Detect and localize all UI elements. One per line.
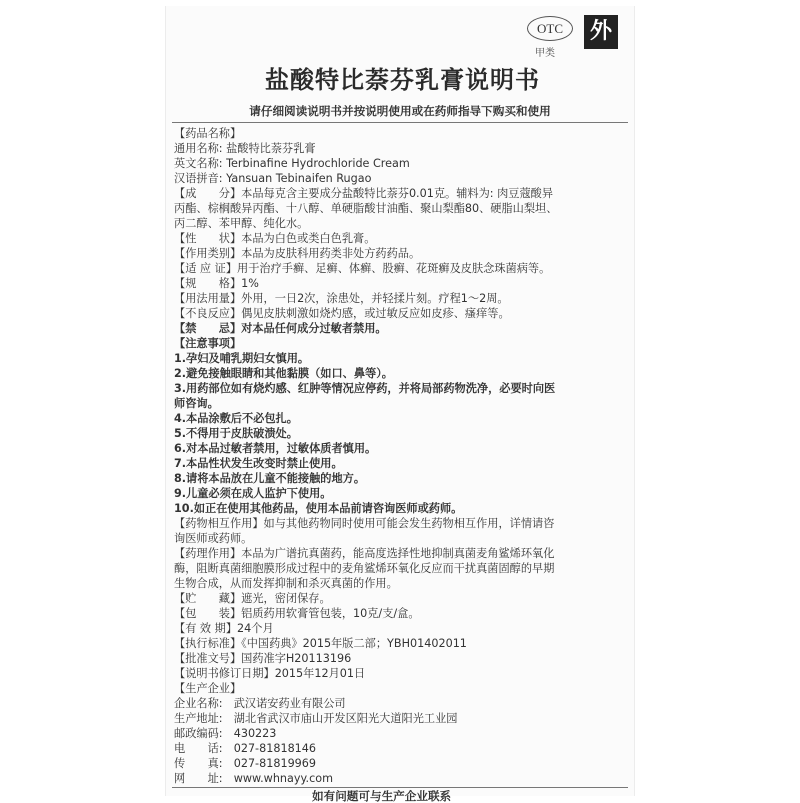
leaflet-line: 【注意事项】: [174, 337, 242, 350]
leaflet-line: 丙二醇、苯甲醇、纯化水。: [174, 217, 309, 230]
leaflet-line: 9.儿童必须在成人监护下使用。: [174, 487, 332, 500]
leaflet-line: 【包 装】铝质药用软膏管包装，10克/支/盒。: [174, 607, 420, 620]
leaflet-line: 【性 状】本品为白色或类白色乳膏。: [174, 232, 376, 245]
leaflet-line: 【有 效 期】24个月: [174, 622, 274, 635]
leaflet-line: 【药理作用】本品为广谱抗真菌药，能高度选择性地抑制真菌麦角鲨烯环氧化: [174, 547, 555, 560]
leaflet-line: 通用名称: 盐酸特比萘芬乳膏: [174, 142, 316, 155]
leaflet-line: 传 真: 027-81819969: [174, 757, 317, 770]
leaflet-line: 10.如正在使用其他药品，使用本品前请咨询医师或药师。: [174, 502, 463, 515]
leaflet-line: 【生产企业】: [174, 682, 242, 695]
leaflet-line: 【用法用量】外用，一日2次，涂患处，并轻揉片刻。疗程1～2周。: [174, 292, 509, 305]
leaflet-line: 【禁 忌】对本品任何成分过敏者禁用。: [174, 322, 387, 335]
leaflet-line: 网 址: www.whnayy.com: [174, 772, 333, 785]
otc-class-label: 甲类: [535, 48, 555, 59]
document-title: 盐酸特比萘芬乳膏说明书: [265, 66, 540, 94]
header-divider: [172, 122, 628, 123]
leaflet-line: 4.本品涂敷后不必包扎。: [174, 412, 298, 425]
leaflet-line: 【执行标准】《中国药典》2015年版二部；YBH01402011: [174, 637, 467, 650]
footer-note: 如有问题可与生产企业联系: [312, 789, 452, 803]
leaflet-line: 丙酯、棕榈酸异丙酯、十八醇、单硬脂酸甘油酯、聚山梨酯80、硬脂山梨坦、: [174, 202, 558, 215]
leaflet-line: 生物合成，从而发挥抑制和杀灭真菌的作用。: [174, 577, 398, 590]
otc-badge: OTC: [527, 16, 573, 41]
leaflet-line: 【批准文号】国药准字H20113196: [174, 652, 352, 665]
leaflet-line: 2.避免接触眼睛和其他黏膜（如口、鼻等）。: [174, 367, 393, 380]
leaflet-line: 【成 分】本品每克含主要成分盐酸特比萘芬0.01克。辅料为: 肉豆蔻酸异: [174, 187, 554, 200]
leaflet-line: 邮政编码: 430223: [174, 727, 277, 740]
leaflet-line: 【说明书修订日期】2015年12月01日: [174, 667, 366, 680]
leaflet-line: 汉语拼音: Yansuan Tebinaifen Rugao: [174, 172, 372, 185]
leaflet-line: 1.孕妇及哺乳期妇女慎用。: [174, 352, 310, 365]
leaflet-line: 生产地址: 湖北省武汉市庙山开发区阳光大道阳光工业园: [174, 712, 458, 725]
leaflet-line: 5.不得用于皮肤破溃处。: [174, 427, 298, 440]
leaflet-line: 电 话: 027-81818146: [174, 742, 317, 755]
leaflet-line: 【不良反应】偶见皮肤刺激如烧灼感，或过敏反应如皮疹、瘙痒等。: [174, 307, 510, 320]
leaflet-line: 【作用类别】本品为皮肤科用药类非处方药药品。: [174, 247, 421, 260]
leaflet-line: 3.用药部位如有烧灼感、红肿等情况应停药，并将局部药物洗净，必要时向医: [174, 382, 556, 395]
leaflet-line: 【规 格】1%: [174, 277, 259, 290]
external-use-badge: 外: [584, 15, 618, 49]
leaflet-line: 【药品名称】: [174, 127, 242, 140]
leaflet-line: 8.请将本品放在儿童不能接触的地方。: [174, 472, 366, 485]
leaflet-line: 师咨询。: [174, 397, 219, 410]
leaflet-line: 【适 应 证】用于治疗手癣、足癣、体癣、股癣、花斑癣及皮肤念珠菌病等。: [174, 262, 551, 275]
document-subtitle: 请仔细阅读说明书并按说明使用或在药师指导下购买和使用: [249, 104, 551, 118]
leaflet-line: 【贮 藏】遮光，密闭保存。: [174, 592, 331, 605]
leaflet-line: 企业名称: 武汉诺安药业有限公司: [174, 697, 346, 710]
leaflet-line: 询医师或药师。: [174, 532, 253, 545]
leaflet-line: 英文名称: Terbinafine Hydrochloride Cream: [174, 157, 410, 170]
leaflet-line: 【药物相互作用】如与其他药物同时使用可能会发生药物相互作用，详情请咨: [174, 517, 555, 530]
leaflet-line: 酶，阻断真菌细胞膜形成过程中的麦角鲨烯环氧化反应而干扰真菌固醇的早期: [174, 562, 555, 575]
leaflet-line: 7.本品性状发生改变时禁止使用。: [174, 457, 343, 470]
leaflet-line: 6.对本品过敏者禁用，过敏体质者慎用。: [174, 442, 377, 455]
footer-divider: [172, 787, 628, 788]
